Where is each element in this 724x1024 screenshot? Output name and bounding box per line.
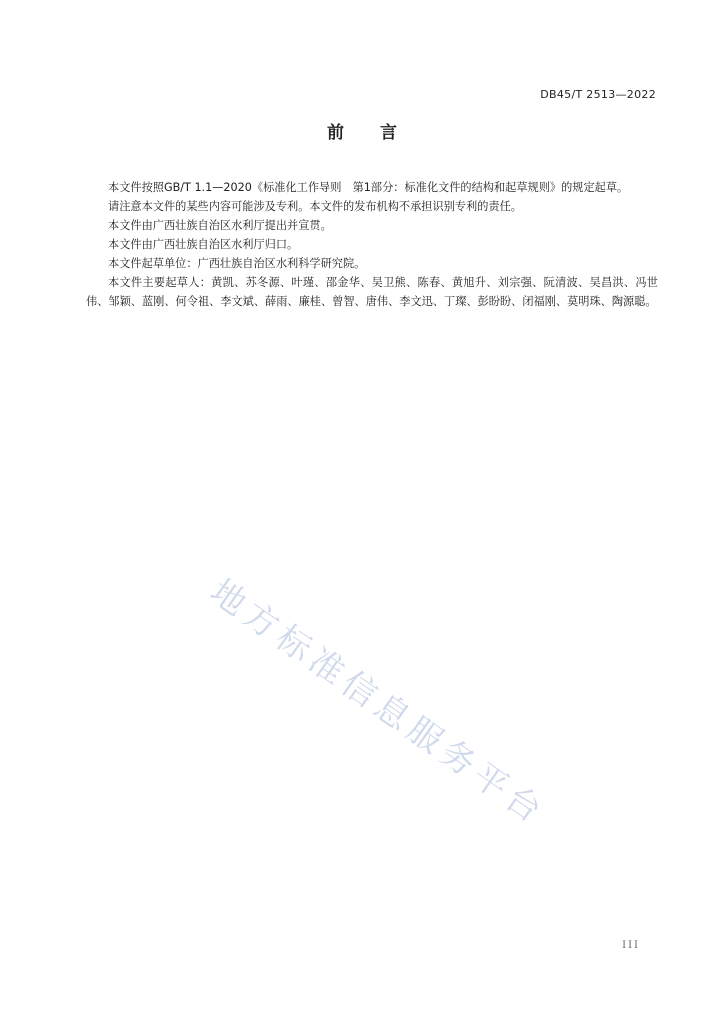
watermark: 地方标准信息服务平台	[202, 571, 554, 834]
paragraph-drafters: 本文件主要起草人：黄凯、苏冬源、叶瑾、邵金华、吴卫熊、陈春、黄旭升、刘宗强、阮清波、吴昌洪、冯世伟、邹颖、蓝刚、何令祖、李文斌、薛雨、廉桂、曾智、唐伟、李文迅、丁璨、彭盼盼、闭福刚、莫明珠、陶源聪。	[86, 276, 658, 308]
standard-code: DB45/T 2513—2022	[540, 88, 656, 101]
paragraph-patent-notice: 请注意本文件的某些内容可能涉及专利。本文件的发布机构不承担识别专利的责任。	[108, 200, 522, 213]
paragraph-proposed-by: 本文件由广西壮族自治区水利厅提出并宣贯。	[108, 219, 332, 232]
paragraph-drafting-basis: 本文件按照GB/T 1.1—2020《标准化工作导则 第1部分：标准化文件的结构和起草规则》的规定起草。	[108, 181, 629, 194]
preface-body	[86, 178, 658, 311]
paragraph-centralized-by: 本文件由广西壮族自治区水利厅归口。	[108, 238, 299, 251]
page-title	[0, 118, 724, 143]
paragraph-drafting-unit: 本文件起草单位：广西壮族自治区水利科学研究院。	[108, 257, 366, 270]
title-char-right: 言	[380, 123, 397, 143]
title-char-left: 前	[327, 123, 344, 143]
page-number: III	[622, 940, 640, 951]
